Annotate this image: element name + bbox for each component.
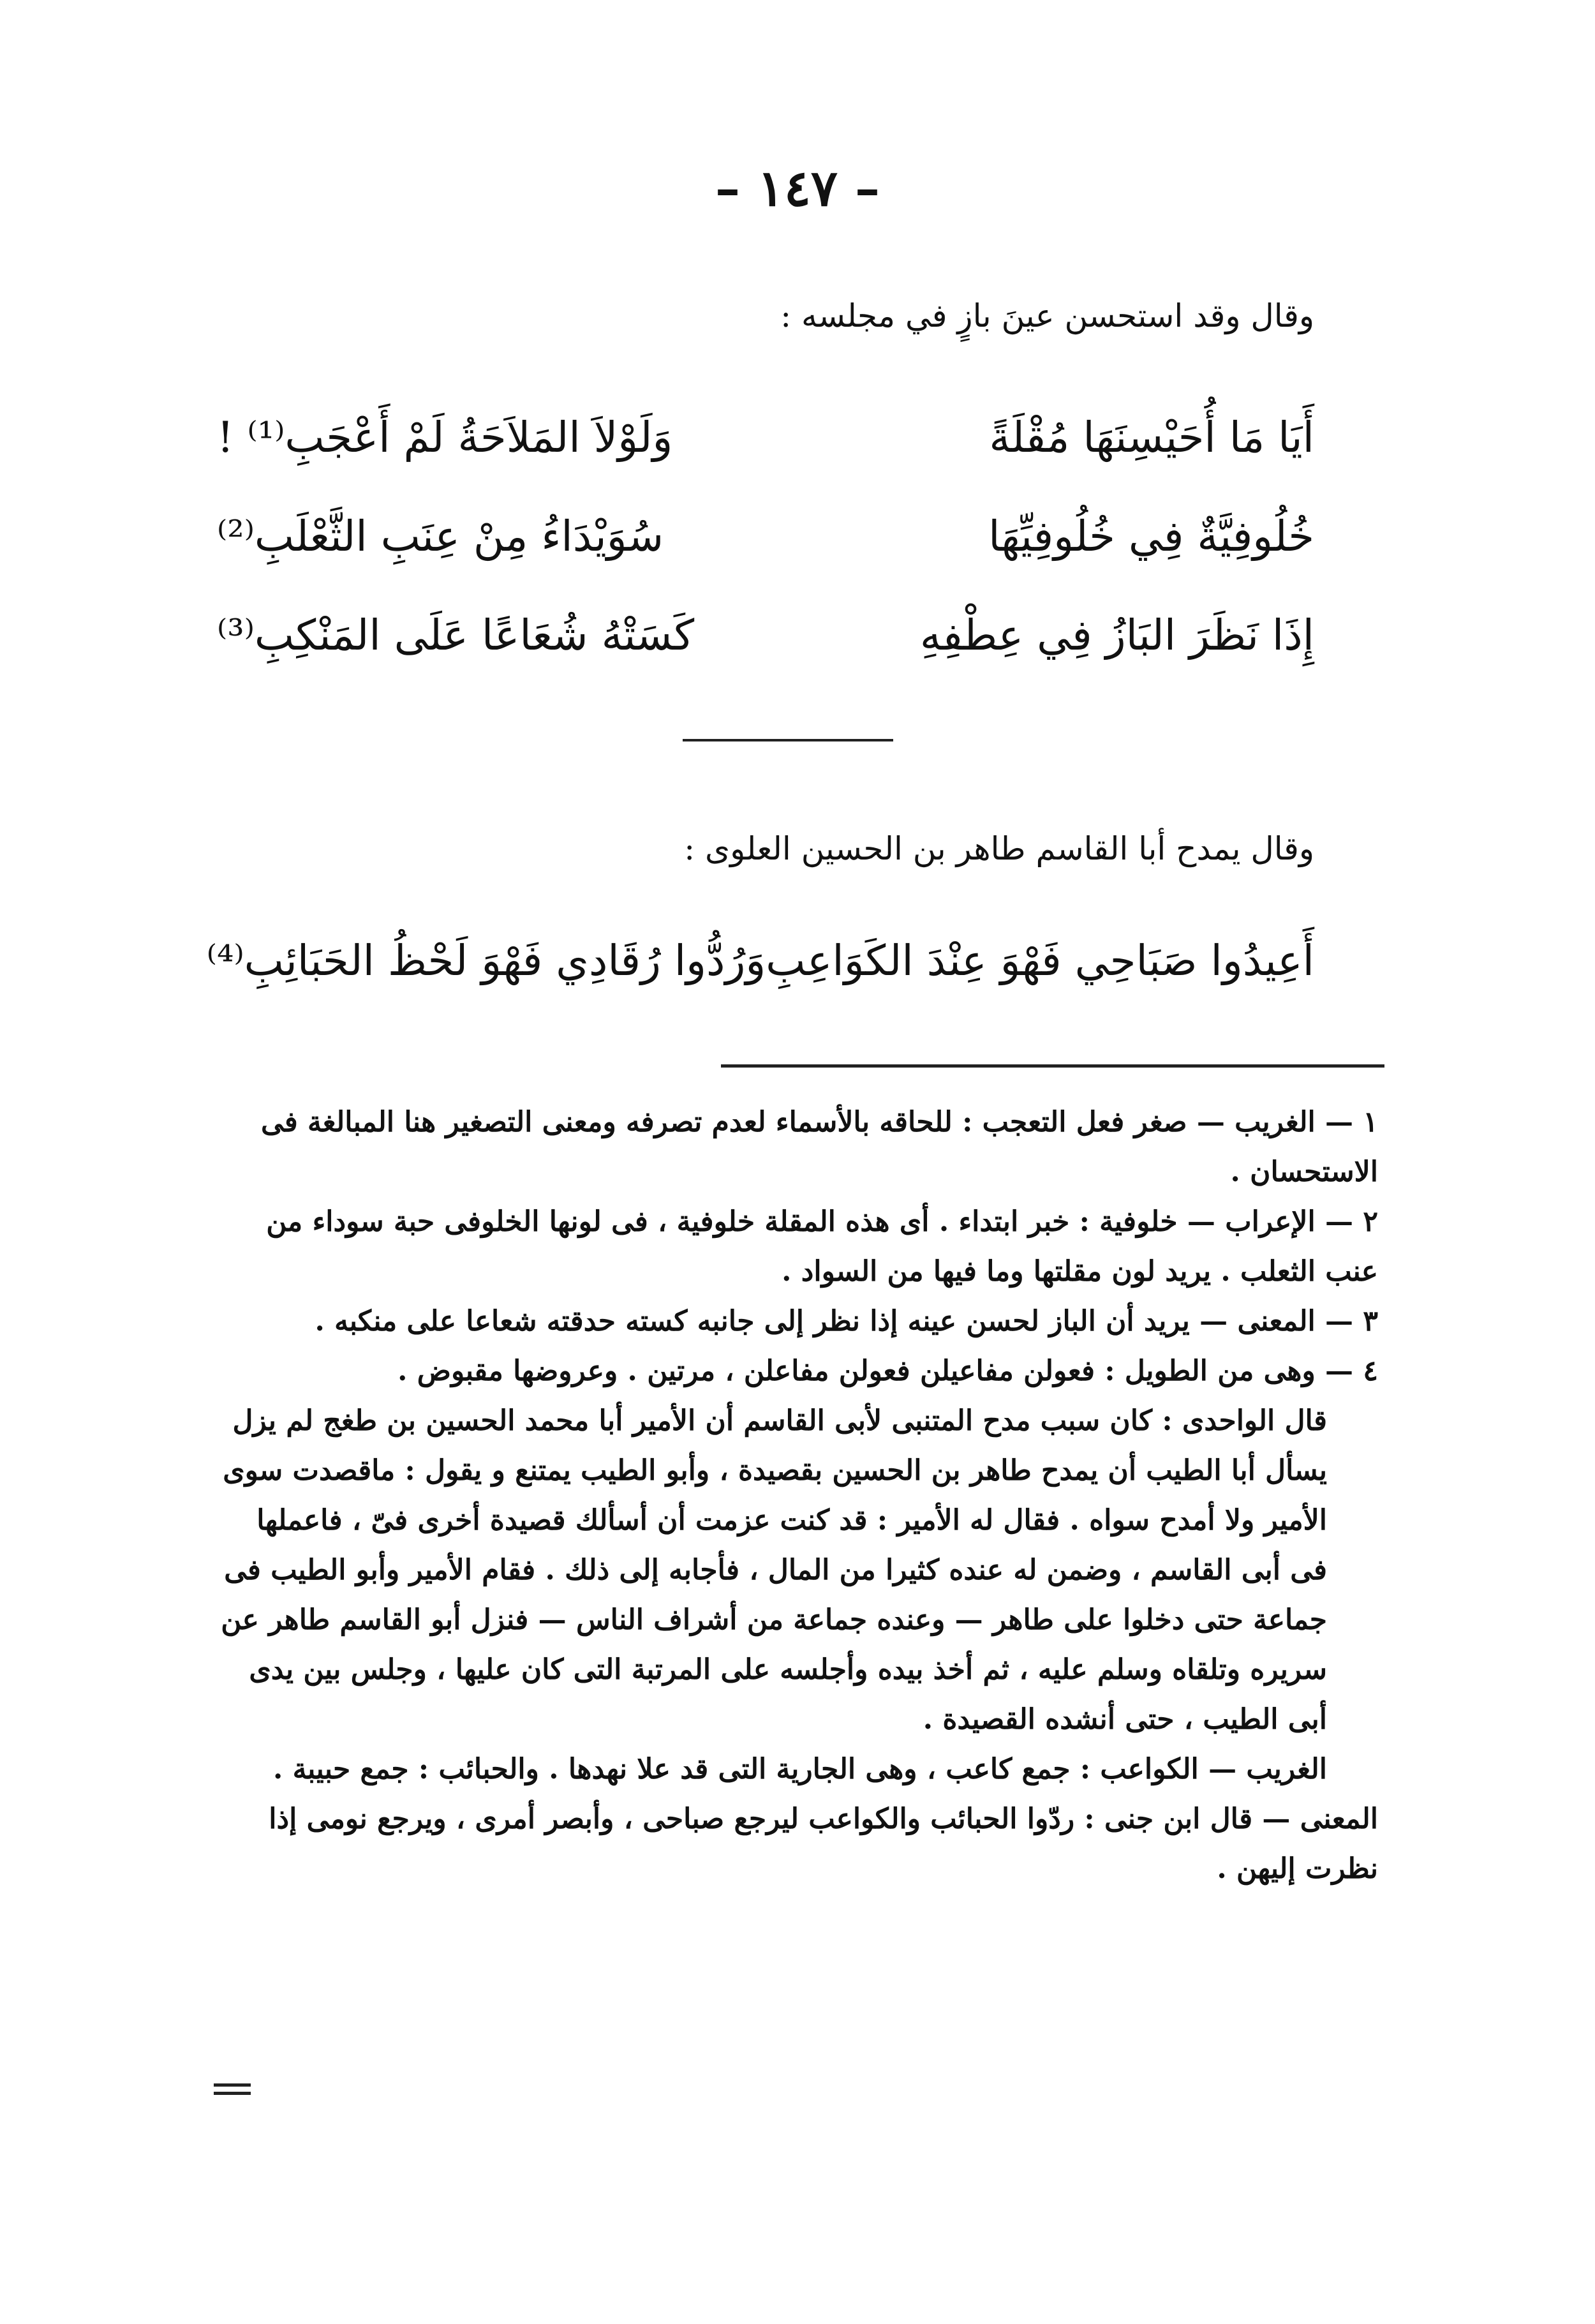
footnote-2: ٢ — الإعراب — خلوفية : خبر ابتداء . أى هذه المقلة خلوفية ، فى لونها الخلوفى حبة سوداء من عنب الثعلب . يريد لون مقلتها وما فيها من السواد . bbox=[266, 1205, 1378, 1288]
verse-4-first-hemistich: أَعِيدُوا صَبَاحِي فَهْوَ عِنْدَ الكَوَاعِبِ bbox=[766, 935, 1314, 985]
verse-3-second-hemistich: كَسَتْهُ شُعَاعًا عَلَى المَنْكِبِ⁽³⁾ bbox=[217, 610, 695, 660]
poem-verse-4 bbox=[206, 916, 1314, 1005]
page-number: – ١٤٧ – bbox=[715, 160, 880, 218]
commentary-gharib: الغريب — الكواعب : جمع كاعب ، وهى الجارية التى قد علا نهدها . والحبائب : جمع حبيبة . bbox=[272, 1753, 1327, 1785]
footnotes bbox=[217, 1098, 1378, 1894]
verse-2-second-hemistich: سُوَيْدَاءُ مِنْ عِنَبِ الثَّعْلَبِ⁽²⁾ bbox=[217, 511, 664, 561]
verse-2-first-hemistich: خُلُوفِيَّةٌ فِي خُلُوفِيِّهَا bbox=[988, 511, 1314, 561]
section-divider bbox=[683, 739, 893, 741]
commentary-wahidi: قال الواحدى : كان سبب مدح المتنبى لأبى القاسم أن الأمير أبا محمد الحسين بن طغج لم يزل يسأل أبا الطيب أن يمدح طاهر بن الحسين بقصيدة ، وأبو الطيب يمتنع و يقول : ماقصدت سوى الأمير ولا أمدح سواه . فقال له الأمير : قد كنت عزمت أن أسألك قصيدة أخرى فىّ ، فاعملها فى أبى القاسم ، وضمن له عنده كثيرا من المال ، فأجابه إلى ذلك . فقام الأمير وأبو الطيب فى جماعة حتى دخلوا على طاهر — وعنده جماعة من أشراف الناس — فنزل أبو القاسم طاهر عن سريره وتلقاه وسلم عليه ، ثم أخذ بيده وأجلسه على المرتبة التى كان عليها ، وجلس بين يدى أبى الطيب ، حتى أنشده القصيدة . bbox=[221, 1404, 1327, 1736]
verse-1-first-hemistich: أَيَا مَا أُحَيْسِنَهَا مُقْلَةً bbox=[989, 412, 1314, 462]
poem-verse-2 bbox=[217, 491, 1314, 581]
footnote-1: ١ — الغريب — صغر فعل التعجب : للحاقه بالأسماء لعدم تصرفه ومعنى التصغير هنا المبالغة فى الاستحسان . bbox=[261, 1106, 1378, 1188]
footnote-3: ٣ — المعنى — يريد أن الباز لحسن عينه إذا نظر إلى جانبه كسته حدقته شعاعا على منكبه . bbox=[315, 1305, 1378, 1337]
poem-intro-2: وقال يمدح أبا القاسم طاهر بن الحسين العلوى : bbox=[684, 830, 1314, 867]
poem-verse-3 bbox=[217, 590, 1314, 680]
footnote-separator bbox=[721, 1064, 1384, 1068]
commentary-meaning: المعنى — قال ابن جنى : ردّوا الحبائب والكواعب ليرجع صباحى ، وأبصر أمرى ، ويرجع نومى إذا نظرت إليهن . bbox=[269, 1803, 1378, 1885]
poem-intro-1: وقال وقد استحسن عينَ بازٍ في مجلسه : bbox=[780, 297, 1314, 334]
verse-4-second-hemistich: وَرُدُّوا رُقَادِي فَهْوَ لَحْظُ الحَبَائِبِ⁽⁴⁾ bbox=[206, 935, 766, 985]
continuation-mark bbox=[214, 2083, 251, 2095]
verse-1-second-hemistich: وَلَوْلاَ المَلاَحَةُ لَمْ أَعْجَبِ⁽¹⁾ ! bbox=[217, 412, 673, 462]
verse-3-first-hemistich: إِذَا نَظَرَ البَازُ فِي عِطْفِهِ bbox=[919, 610, 1314, 660]
poem-verse-1 bbox=[217, 392, 1314, 482]
footnote-4: ٤ — وهى من الطويل : فعولن مفاعيلن فعولن مفاعلن ، مرتين . وعروضها مقبوض . bbox=[397, 1355, 1378, 1387]
